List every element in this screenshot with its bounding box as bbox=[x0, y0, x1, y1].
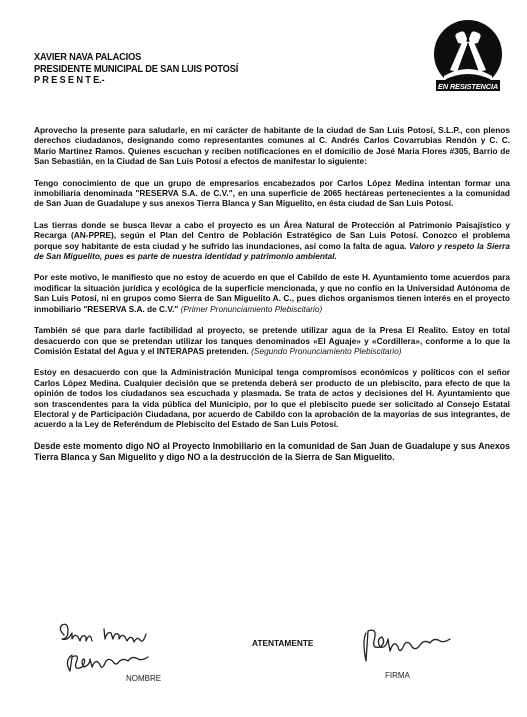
addressee-position: PRESIDENTE MUNICIPAL DE SAN LUIS POTOSÍ bbox=[34, 63, 239, 75]
paragraph-disagreement-note: (Primer Pronunciamiento Plebiscitario) bbox=[180, 303, 323, 314]
paragraph-water-note: (Segundo Pronunciamiento Plebiscitario) bbox=[251, 345, 402, 356]
addressee-block bbox=[34, 52, 238, 87]
paragraph-conclusion bbox=[34, 441, 510, 463]
paragraph-disagreement bbox=[34, 272, 510, 314]
paragraph-protected-area-italic: Valoro y respeto la Sierra de San Miguelito, pues es parte de nuestra identidad y patrimonio ambiental. bbox=[34, 240, 510, 262]
paragraph-protected-area bbox=[34, 220, 510, 262]
signature-image bbox=[360, 625, 470, 675]
paragraph-intro bbox=[34, 125, 510, 167]
name-label: NOMBRE bbox=[126, 674, 162, 683]
closing-atentamente: ATENTAMENTE bbox=[252, 638, 314, 648]
paragraph-plebiscite-text: Estoy en desacuerdo con que la Administración Municipal tenga compromisos económicos y políticos con el señor Carlos López Medina. Cualquier decisión que se pretenda deberá ser producto de un plebiscito, para efecto de que la opinión de todos los ciudadanos sea escuchada y plasmada. Se trata de actos y decisiones del H. Ayuntamiento que son trascendentes para la vida pública del Municipio, por lo que el plebiscito puede ser solicitado al Consejo Estatal Electoral y de Participación Ciudadana, por acuerdo de Cabildo con la aprobación de la mayorías de sus integrantes, de acuerdo a la Ley de Referéndum de Plebiscito del Estado de San Luis Potosí. bbox=[34, 367, 510, 430]
letter-body bbox=[34, 125, 510, 474]
paragraph-water-text: También sé que para darle factibilidad al proyecto, se pretende utilizar agua de la Presa El Realito. Estoy en total desacuerdo con que se pretendan utilizar los tanques denominados «El Aguaje» y «Cordillera», conforme a lo que la Comisión Estatal del Agua y el INTERAPAS pretenden. bbox=[34, 325, 510, 356]
paragraph-intro-text: Aprovecho la presente para saludarle, en mi carácter de habitante de la ciudad de San Luis Potosí, S.L.P., con plenos derechos ciudadanos, designando como representantes comunes al C. Andrés Carlos Covarrubias Rendón y C. C. Mario Martínez Ramos. Quienes escuchan y reciben notificaciones en el domicilio de José María Flores #305, Barrio de San Sebastián, en la Ciudad de San Luis Potosí a efectos de manifestar lo siguiente: bbox=[34, 125, 510, 167]
paragraph-knowledge-text: Tengo conocimiento de que un grupo de empresarios encabezados por Carlos López Medina intentan formar una inmobiliaria denominada "RESERVA S.A. de C.V.", en una superficie de 2065 hectáreas pertenecientes a la comunidad de San Juan de Guadalupe y sus anexos Tierra Blanca y San Miguelito, en ésta ciudad de San Luis Potosí. bbox=[34, 177, 510, 209]
paragraph-conclusion-text: Desde este momento digo NO al Proyecto Inmobiliario en la comunidad de San Juan de Guadalupe y sus Anexos Tierra Blanca y San Miguelito y digo NO a la destrucción de la Sierra de San Miguelito. bbox=[34, 440, 510, 462]
greeting: P R E S E N T E.- bbox=[34, 75, 105, 86]
addressee-name: XAVIER NAVA PALACIOS bbox=[34, 52, 142, 63]
paragraph-plebiscite bbox=[34, 367, 510, 429]
paragraph-disagreement-text: Por este motivo, le manifiesto que no estoy de acuerdo en que el Cabildo de este H. Ayuntamiento tome acuerdos para modificar la situación jurídica y ecológica de la superficie mencionada, y que no confío en la Universidad Autónoma de San Luis Potosí, ni en grupos como Sierra de San Miguelito A. C., pues dichos organismos tienen interés en el proyecto inmobiliario "RESERVA S.A. de C.V." bbox=[34, 272, 510, 314]
paragraph-knowledge bbox=[34, 178, 510, 209]
resistance-logo bbox=[430, 18, 506, 96]
paragraph-water bbox=[34, 325, 510, 356]
logo-text: EN RESISTENCIA bbox=[437, 82, 499, 91]
paragraph-protected-area-text: Las tierras donde se busca llevar a cabo el proyecto es un Área Natural de Protección al Patrimonio Paisajístico y Recarga (AN-PPRE), según el Plan del Centro de Población Estratégico de San Luis Potosí. Conozco el problema porque soy habitante de esta ciudad y he sufrido las inundaciones, así como la falta de agua. bbox=[34, 219, 510, 251]
signature-label: FIRMA bbox=[385, 671, 410, 680]
